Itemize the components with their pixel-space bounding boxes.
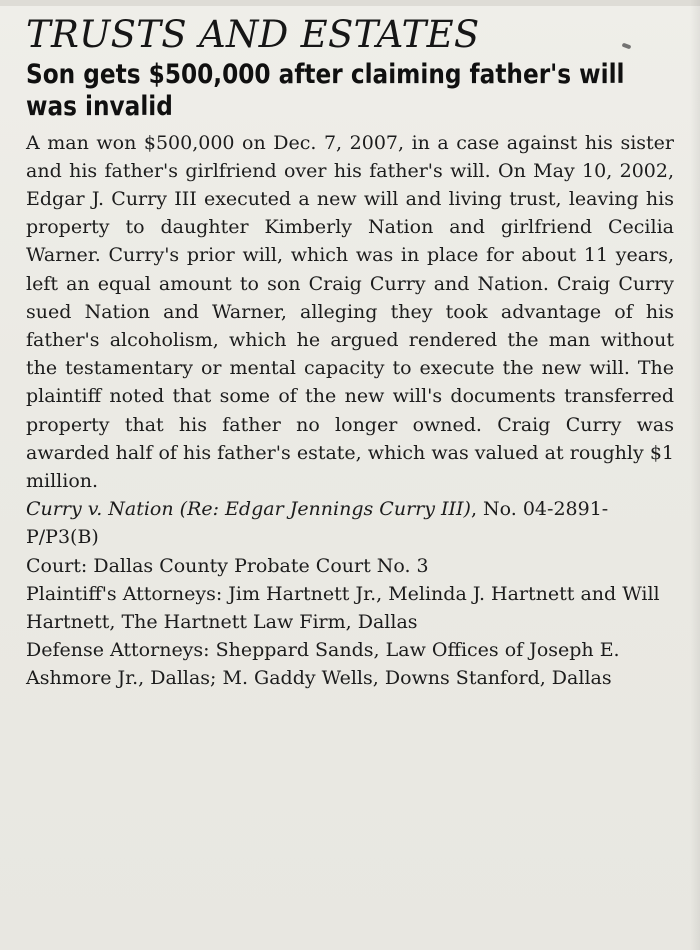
paper-right-shadow	[690, 0, 700, 950]
article-body: A man won $500,000 on Dec. 7, 2007, in a case against his sister and his father's girlfriend over his father's will. On May 10, 2002, Edgar J. Curry III executed a new will and living trust, leaving his property to daughter Kimberly Nation and girlfriend Cecilia Warner. Curry's prior will, which was in place for about 11 years, left an equal amount to son Craig Curry and Nation. Craig Curry sued Nation and Warner, alleging they took advantage of his father's alcoholism, which he argued rendered the man without the testamentary or mental capacity to execute the new will. The plaintiff noted that some of the new will's documents transferred property that his father no longer owned. Craig Curry was awarded half of his father's estate, which was valued at roughly $1 million.	[26, 131, 674, 492]
court-line: Court: Dallas County Probate Court No. 3	[26, 554, 429, 577]
section-title: TRUSTS AND ESTATES	[26, 13, 480, 56]
case-number: , No. 04-2891-P/P3(B)	[26, 498, 609, 549]
plaintiff-attorneys: Plaintiff's Attorneys: Jim Hartnett Jr., Melinda J. Hartnett and Will Hartnett, The Hartnett Law Firm, Dallas	[26, 582, 660, 634]
case-name: Curry v. Nation (Re: Edgar Jennings Curry III)	[26, 498, 471, 521]
defense-attorneys: Defense Attorneys: Sheppard Sands, Law Offices of Joseph E. Ashmore Jr., Dallas; M. Gaddy Wells, Downs Stanford, Dallas	[26, 639, 620, 690]
case-citation	[26, 495, 674, 551]
article-column	[26, 13, 674, 693]
paper-top-edge	[0, 0, 700, 6]
article-headline: Son gets $500,000 after claiming father's will was invalid	[26, 58, 625, 122]
